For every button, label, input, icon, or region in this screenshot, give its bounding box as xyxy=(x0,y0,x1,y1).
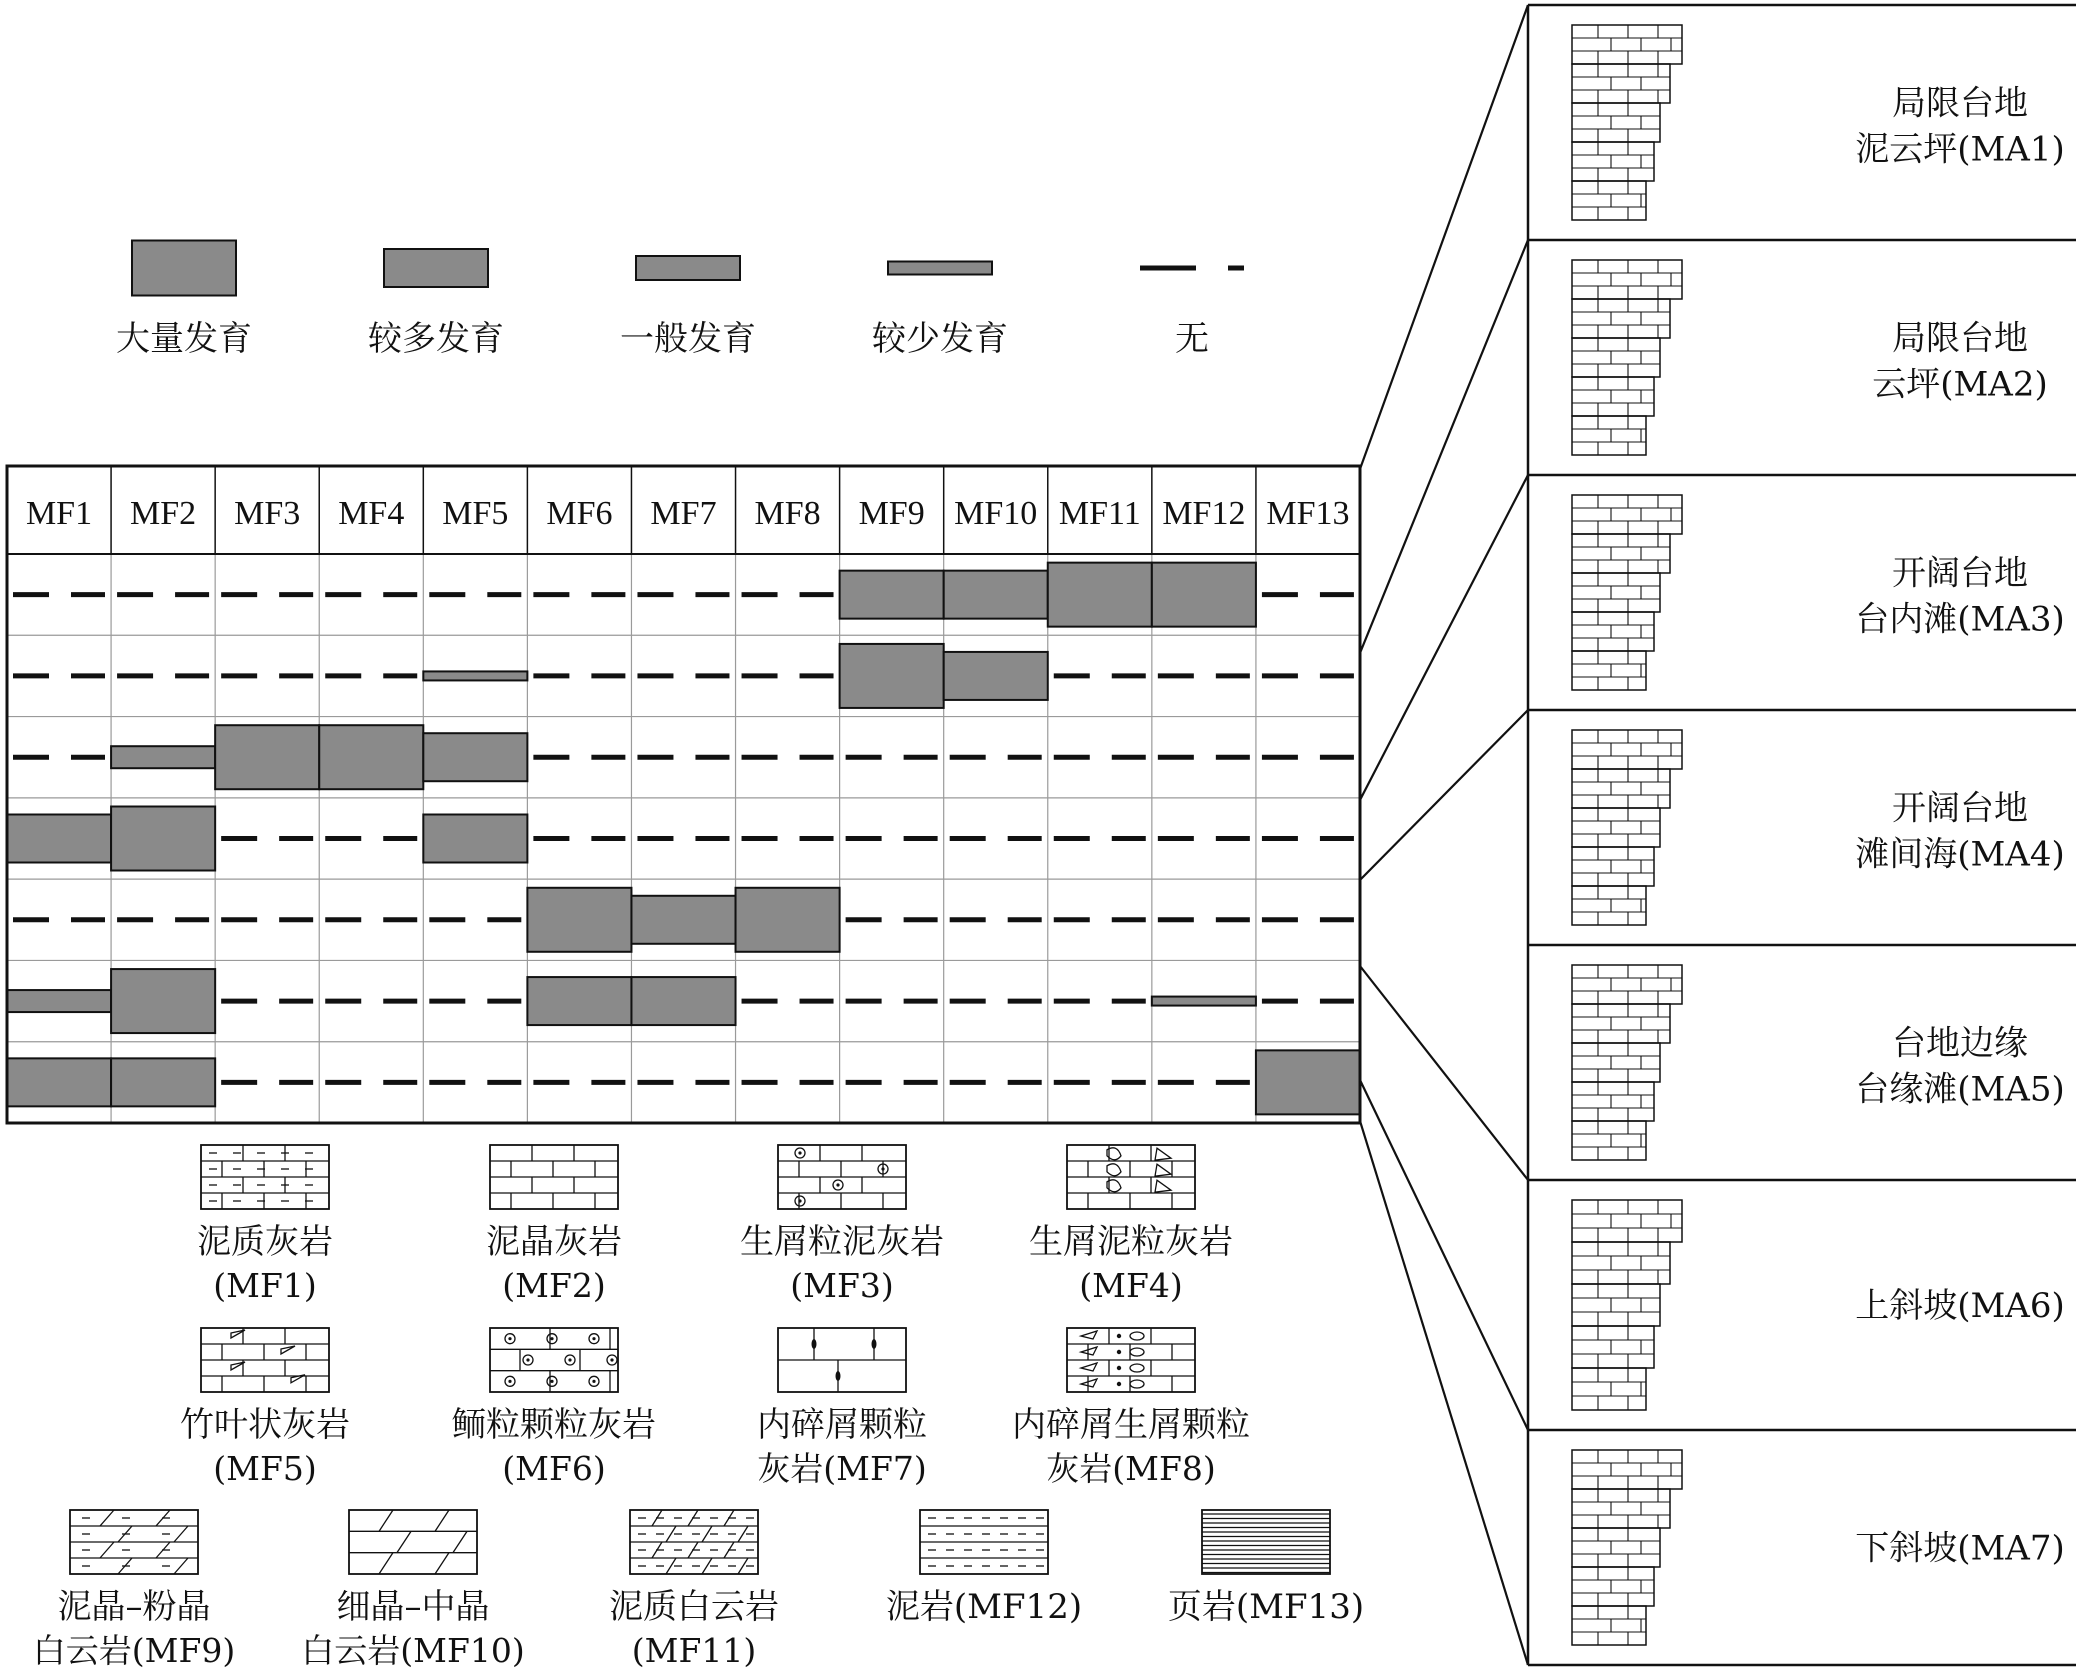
lithology-name: 泥晶–粉晶 xyxy=(57,1587,211,1627)
lithology-code: (MF11) xyxy=(631,1631,757,1670)
column-bed xyxy=(1572,1326,1654,1368)
column-header: MF12 xyxy=(1162,495,1246,532)
assemblage-code: 泥云坪(MA1) xyxy=(1855,129,2065,170)
assemblage-row xyxy=(1572,730,2065,925)
lithology-name: 竹叶状灰岩 xyxy=(180,1405,350,1445)
column-header: MF13 xyxy=(1266,495,1350,532)
lithology-item xyxy=(197,1145,333,1305)
lithology-code: (MF3) xyxy=(790,1266,894,1305)
column-bed xyxy=(1572,730,1682,769)
column-bed xyxy=(1572,965,1682,1004)
lithology-name: 内碎屑生屑颗粒 xyxy=(1012,1405,1250,1445)
column-bed xyxy=(1572,1528,1660,1567)
abundance-bar xyxy=(111,746,215,768)
lithology-item xyxy=(180,1328,350,1488)
column-header: MF10 xyxy=(954,495,1038,532)
lithology-name: 生屑粒泥灰岩 xyxy=(740,1222,944,1262)
legend-item xyxy=(620,256,756,359)
lithology-code: (MF4) xyxy=(1079,1266,1183,1305)
lithology-item xyxy=(452,1328,656,1488)
legend-swatch xyxy=(636,256,740,280)
column-header: MF5 xyxy=(442,495,509,532)
bioclastic-packstone-pattern xyxy=(1067,1145,1195,1209)
assemblage-code: 滩间海(MA4) xyxy=(1855,834,2065,875)
abundance-bar xyxy=(527,888,631,952)
connector-line xyxy=(1360,475,1528,800)
column-bed xyxy=(1572,886,1646,925)
lithology-item xyxy=(301,1510,524,1670)
lithology-name: 内碎屑颗粒 xyxy=(757,1405,927,1445)
abundance-bar xyxy=(319,725,423,789)
abundance-bar xyxy=(7,990,111,1012)
lithology-name: 泥质灰岩 xyxy=(197,1222,333,1262)
crystalline-dolomite-pattern xyxy=(349,1510,477,1574)
bioclastic-wackestone-pattern xyxy=(778,1145,906,1209)
facies-table xyxy=(7,466,1360,1123)
assemblage-row xyxy=(1572,1450,2065,1645)
connector-line xyxy=(1360,966,1528,1180)
lithology-code: (MF2) xyxy=(502,1266,606,1305)
connector-line xyxy=(1360,240,1528,653)
assemblage-row xyxy=(1572,965,2065,1160)
column-header: MF2 xyxy=(130,495,197,532)
connector-line xyxy=(1360,5,1528,469)
connector-line xyxy=(1360,1121,1528,1665)
abundance-bar xyxy=(1152,563,1256,627)
legend-label: 一般发育 xyxy=(620,319,756,359)
flat-pebble-pattern xyxy=(201,1328,329,1392)
connector-line xyxy=(1360,1080,1528,1430)
abundance-bar xyxy=(423,671,527,680)
lithology-key xyxy=(33,1145,1364,1670)
intraclast-bioclastic-pattern xyxy=(1067,1328,1195,1392)
column-header: MF3 xyxy=(234,495,301,532)
lithology-code: (MF1) xyxy=(213,1266,317,1305)
column-header: MF9 xyxy=(858,495,925,532)
lithology-item xyxy=(740,1145,944,1305)
lithology-code: 白云岩(MF10) xyxy=(301,1631,525,1670)
column-header: MF11 xyxy=(1058,495,1141,532)
lithology-name: 生屑泥粒灰岩 xyxy=(1029,1222,1233,1262)
column-bed xyxy=(1572,25,1682,64)
column-bed xyxy=(1572,377,1654,416)
abundance-bar xyxy=(1048,563,1152,627)
column-header: MF6 xyxy=(546,495,613,532)
column-bed xyxy=(1572,181,1646,220)
column-bed xyxy=(1572,1082,1654,1121)
lithology-code: (MF6) xyxy=(502,1449,606,1488)
shale-pattern xyxy=(1202,1510,1330,1574)
column-bed xyxy=(1572,1606,1646,1645)
column-bed xyxy=(1572,847,1654,886)
legend-item xyxy=(368,249,504,359)
lithology-code: 白云岩(MF9) xyxy=(32,1631,236,1670)
legend xyxy=(116,241,1244,360)
lithology-name: 泥晶灰岩 xyxy=(486,1222,622,1262)
legend-label: 较多发育 xyxy=(368,319,504,359)
column-bed xyxy=(1572,1368,1646,1410)
assemblage-row xyxy=(1572,260,2048,455)
column-bed xyxy=(1572,260,1682,299)
assemblage-name: 台地边缘 xyxy=(1892,1023,2028,1064)
abundance-bar xyxy=(736,888,840,952)
column-bed xyxy=(1572,142,1654,181)
column-bed xyxy=(1572,1200,1682,1242)
abundance-bar xyxy=(423,733,527,781)
abundance-bar xyxy=(7,1058,111,1106)
column-bed xyxy=(1572,299,1670,338)
column-header: MF1 xyxy=(25,495,93,532)
column-bed xyxy=(1572,1242,1670,1284)
column-bed xyxy=(1572,1004,1670,1043)
column-header: MF4 xyxy=(338,495,405,532)
assemblage-name: 下斜坡(MA7) xyxy=(1855,1528,2065,1569)
legend-label: 无 xyxy=(1175,319,1209,359)
column-bed xyxy=(1572,1284,1660,1326)
assemblage-name: 局限台地 xyxy=(1892,318,2028,359)
lithology-name: 页岩(MF13) xyxy=(1167,1587,1365,1627)
column-bed xyxy=(1572,651,1646,690)
lithology-item xyxy=(1168,1510,1364,1627)
abundance-bar xyxy=(7,815,111,863)
assemblage-name: 局限台地 xyxy=(1892,83,2028,124)
assemblage-name: 开阔台地 xyxy=(1892,553,2028,594)
column-bed xyxy=(1572,1489,1670,1528)
assemblage-code: 台内滩(MA3) xyxy=(1855,599,2065,640)
assemblage-row xyxy=(1572,25,2065,220)
abundance-bar xyxy=(111,807,215,871)
lithology-item xyxy=(1012,1328,1250,1488)
column-bed xyxy=(1572,534,1670,573)
lithology-item xyxy=(609,1510,779,1670)
column-header: MF8 xyxy=(754,495,821,532)
legend-item xyxy=(116,241,252,360)
abundance-bar xyxy=(111,1058,215,1106)
legend-label: 大量发育 xyxy=(116,319,252,359)
lithology-code: 灰岩(MF7) xyxy=(757,1449,927,1488)
legend-item xyxy=(872,262,1008,360)
abundance-bar xyxy=(111,969,215,1033)
column-bed xyxy=(1572,103,1660,142)
assemblage-code: 台缘滩(MA5) xyxy=(1855,1069,2065,1110)
column-bed xyxy=(1572,1450,1682,1489)
column-bed xyxy=(1572,416,1646,455)
lithology-item xyxy=(486,1145,622,1305)
column-bed xyxy=(1572,1567,1654,1606)
column-bed xyxy=(1572,338,1660,377)
column-bed xyxy=(1572,1121,1646,1160)
column-header: MF7 xyxy=(650,495,717,532)
abundance-bar xyxy=(840,644,944,708)
micrite-pattern xyxy=(490,1145,618,1209)
legend-item xyxy=(1140,268,1244,359)
abundance-bar xyxy=(423,815,527,863)
column-bed xyxy=(1572,612,1654,651)
abundance-bar xyxy=(1256,1050,1360,1114)
abundance-bar xyxy=(631,896,735,944)
column-bed xyxy=(1572,808,1660,847)
intraclast-grainstone-pattern xyxy=(778,1328,906,1392)
lithology-item xyxy=(1029,1145,1233,1305)
legend-swatch xyxy=(888,262,992,275)
micritic-dolomite-pattern xyxy=(70,1510,198,1574)
abundance-bar xyxy=(944,652,1048,700)
lithology-name: 泥岩(MF12) xyxy=(885,1587,1083,1627)
lithology-item xyxy=(33,1510,235,1670)
argillaceous-dolomite-pattern xyxy=(630,1510,758,1574)
abundance-bar xyxy=(1152,997,1256,1006)
lithology-name: 细晶–中晶 xyxy=(336,1587,490,1627)
lithology-code: 灰岩(MF8) xyxy=(1046,1449,1216,1488)
abundance-bar xyxy=(631,977,735,1025)
abundance-bar xyxy=(527,977,631,1025)
column-bed xyxy=(1572,64,1670,103)
assemblage-name: 上斜坡(MA6) xyxy=(1855,1286,2065,1326)
assemblage-code: 云坪(MA2) xyxy=(1872,364,2048,405)
column-bed xyxy=(1572,495,1682,534)
lithology-item xyxy=(757,1328,927,1488)
abundance-bar xyxy=(944,571,1048,619)
legend-swatch xyxy=(384,249,488,287)
connector-line xyxy=(1360,710,1528,880)
lithology-name: 泥质白云岩 xyxy=(609,1587,779,1627)
abundance-bar xyxy=(215,725,319,789)
lithology-code: (MF5) xyxy=(213,1449,317,1488)
lithology-name: 鲕粒颗粒灰岩 xyxy=(452,1405,656,1445)
legend-label: 较少发育 xyxy=(872,319,1008,359)
assemblage-name: 开阔台地 xyxy=(1892,788,2028,829)
oolitic-grainstone-pattern xyxy=(490,1328,618,1392)
column-bed xyxy=(1572,769,1670,808)
assemblage-row xyxy=(1572,1200,2065,1410)
mudstone-pattern xyxy=(920,1510,1048,1574)
column-bed xyxy=(1572,1043,1660,1082)
assemblage-row xyxy=(1572,495,2065,690)
column-bed xyxy=(1572,573,1660,612)
marly-limestone-pattern xyxy=(201,1145,329,1209)
assemblage-panel xyxy=(1360,5,2076,1665)
abundance-bar xyxy=(840,571,944,619)
lithology-item xyxy=(886,1510,1082,1627)
legend-swatch xyxy=(132,241,236,296)
